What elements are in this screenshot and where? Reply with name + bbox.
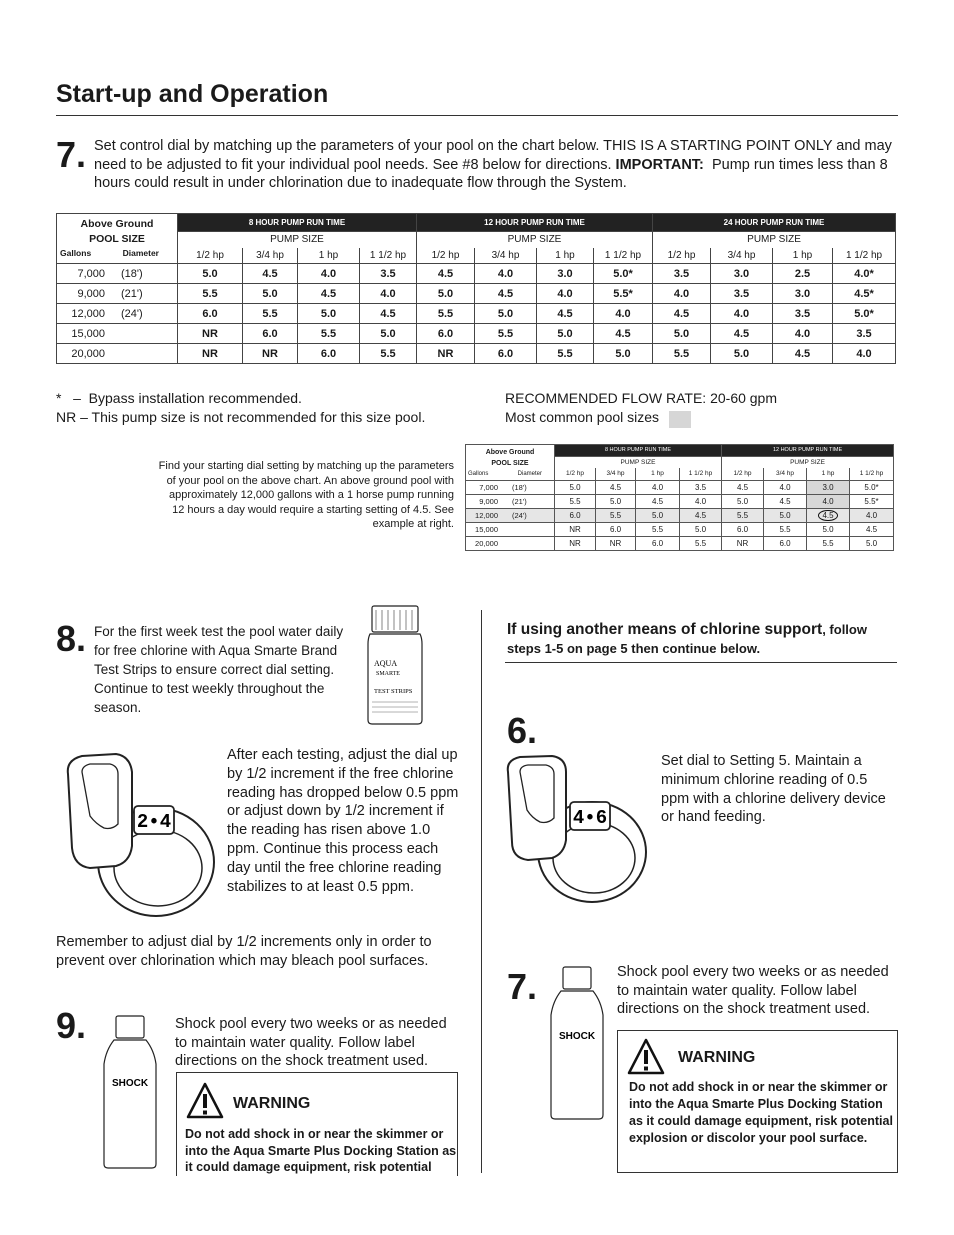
example-hp-header: 1 hp [636,468,680,480]
dial-setting-cell: 4.0 [653,284,711,304]
example-gallons: 7,000 [479,482,498,492]
pool-diameter: (24') [121,307,143,320]
dial-setting-chart [56,213,896,364]
right-step-6-text: Set dial to Setting 5. Maintain a minimum chlorine reading of 0.5 ppm with a chlorine delivery device or hand feeding. [661,753,886,826]
chart-row [57,304,896,324]
example-setting-cell: 4.0 [636,480,680,494]
remember-text: Remember to adjust dial by 1/2 increments only in order to prevent over chlorination which may bleach pool surfaces. [56,934,432,969]
pool-gallons: 20,000 [71,347,105,360]
dial-setting-cell: 6.0 [243,324,298,344]
example-setting-cell: 6.0 [722,522,764,536]
dial-setting-cell: 4.0 [360,284,417,304]
example-pool-cell [466,522,555,536]
dial-setting-cell: 6.0 [417,324,475,344]
example-diameter: (18') [512,482,527,492]
chart-notes [56,389,425,426]
example-pool-cell [466,536,555,550]
dial-setting-cell: NR [417,344,475,364]
pool-gallons: 7,000 [77,267,105,280]
pump-hp-header: 3/4 hp [711,248,773,264]
dial-2-4-label: 2•4 [136,811,172,833]
page-title: Start-up and Operation [56,80,329,108]
example-hp-header: 1/2 hp [555,468,596,480]
step-8-text: For the first week test the pool water daily for free chlorine with Aqua Smarte Brand Test Strips to ensure correct dial setting. Continue to test weekly throughout the season. [94,624,344,715]
alt-chlorine-heading [507,621,899,658]
flow-notes [505,389,777,428]
example-pump-size-label: PUMP SIZE [722,456,894,468]
example-pump-size-label: PUMP SIZE [555,456,722,468]
pump-size-label: PUMP SIZE [178,232,417,248]
right-warning-icon [626,1037,666,1077]
dial-setting-cell: 5.5 [475,324,537,344]
shock-bottle-image [100,1014,160,1170]
dial-setting-cell: 4.5 [475,284,537,304]
dial-setting-cell: 5.0 [298,304,360,324]
pool-size-cell [57,284,178,304]
example-setting-cell: 5.0 [680,522,722,536]
example-setting-cell: 5.5 [596,508,636,522]
dial-setting-cell: 4.5 [537,304,594,324]
chart-row [57,264,896,284]
dial-setting-cell: 4.0* [833,264,896,284]
pump-hp-header: 1 1/2 hp [360,248,417,264]
dial-setting-cell: 6.0 [298,344,360,364]
example-hp-header: 1 1/2 hp [850,468,894,480]
dial-setting-cell: 3.0 [773,284,833,304]
pool-gallons: 9,000 [77,287,105,300]
bypass-note: * – Bypass installation recommended. [56,390,302,406]
dial-setting-cell: 3.5 [833,324,896,344]
dial-setting-cell: 5.5 [178,284,243,304]
pump-hp-header: 3/4 hp [475,248,537,264]
example-setting-cell: 5.0* [850,480,894,494]
example-setting-cell: NR [555,536,596,550]
dial-setting-cell: NR [178,324,243,344]
dial-4-6-image [500,752,652,908]
example-diameter-label: Diameter [517,471,542,477]
dial-setting-cell: 6.0 [178,304,243,324]
dial-setting-cell: 5.0 [475,304,537,324]
example-pool-header [466,445,555,481]
pump-hp-header: 3/4 hp [243,248,298,264]
example-row [466,494,894,508]
example-setting-cell: 3.5 [680,480,722,494]
right-step-7-number: 7. [507,966,538,1007]
dial-setting-cell: 4.0 [773,324,833,344]
step-9-warning-box [176,1072,458,1176]
dial-setting-cell: 4.5 [360,304,417,324]
dial-setting-cell: 5.0 [243,284,298,304]
example-pool-cell [466,480,555,494]
dial-setting-cell: 3.0 [537,264,594,284]
right-step-6-number: 6. [507,710,538,751]
example-hp-header: 1/2 hp [722,468,764,480]
example-hp-header: 1 1/2 hp [680,468,722,480]
dial-setting-cell: 4.5* [833,284,896,304]
bottle-label: TEST STRIPS [374,688,413,695]
step-7-text [94,137,898,193]
example-group-8-hour: 8 HOUR PUMP RUN TIME [555,445,722,457]
important-label: IMPORTANT: [615,156,704,173]
step-9-number: 9. [56,1005,87,1046]
example-gallons: 12,000 [475,510,498,520]
dial-4-6-label: 4•6 [572,807,608,829]
pool-header-line-2: POOL SIZE [89,233,145,245]
example-setting-cell: 5.5 [807,536,850,550]
dial-setting-cell: 5.5 [360,344,417,364]
example-setting-cell: 4.0 [764,480,807,494]
pool-header-line-1: Above Ground [80,218,154,230]
dial-setting-cell: 2.5 [773,264,833,284]
pool-diameter: (18') [121,267,143,280]
shock-bottle-label: SHOCK [111,1078,149,1089]
group-24-hour: 24 HOUR PUMP RUN TIME [653,214,896,232]
example-pool-cell [466,494,555,508]
dial-setting-cell: 5.0 [711,344,773,364]
example-hp-header: 1 hp [807,468,850,480]
dial-setting-cell: 3.5 [773,304,833,324]
pool-size-cell [57,344,178,364]
nr-note: NR – This pump size is not recommended for this size pool. [56,408,426,425]
right-step-7-text: Shock pool every two weeks or as needed to maintain water quality. Follow label directions on the shock treatment used. [617,964,889,1017]
test-strips-bottle-image [360,604,430,726]
example-setting-cell: 5.5 [722,508,764,522]
dial-setting-cell: 4.5 [594,324,653,344]
example-setting-cell: NR [596,536,636,550]
example-setting-cell: 5.5* [850,494,894,508]
dial-setting-cell: 5.5 [243,304,298,324]
example-setting-cell: 5.0 [850,536,894,550]
example-setting-cell: 6.0 [636,536,680,550]
flow-rate-note: RECOMMENDED FLOW RATE: 20-60 gpm [505,390,778,406]
example-gallons: 9,000 [479,496,498,506]
example-row [466,522,894,536]
dial-setting-cell: 4.5 [298,284,360,304]
alt-chlorine-heading-rest: , follow steps 1-5 on page 5 then continue below. [507,622,867,656]
dial-setting-cell: 5.0 [360,324,417,344]
example-setting-cell: 4.0 [807,494,850,508]
group-12-hour: 12 HOUR PUMP RUN TIME [417,214,653,232]
step-7-number: 7. [56,134,87,175]
example-hp-header: 3/4 hp [596,468,636,480]
example-setting-cell: 4.5 [596,480,636,494]
dial-setting-cell: 5.0 [178,264,243,284]
group-8-hour: 8 HOUR PUMP RUN TIME [178,214,417,232]
pool-diameter: (21') [121,287,143,300]
example-setting-cell: 5.5 [555,494,596,508]
example-setting-cell: 4.5 [722,480,764,494]
dial-setting-cell: 5.0* [594,264,653,284]
dial-setting-cell: 5.5 [298,324,360,344]
example-setting-cell: 5.5 [764,522,807,536]
example-gallons-label: Gallons [468,471,489,477]
pump-hp-header: 1 1/2 hp [833,248,896,264]
right-warning-title: WARNING [678,1049,756,1066]
dial-2-4-image [60,750,220,922]
example-chart [465,444,894,551]
diameter-label: Diameter [122,248,159,258]
pump-hp-header: 1 hp [773,248,833,264]
pump-size-label: PUMP SIZE [653,232,896,248]
pool-size-cell [57,264,178,284]
dial-setting-cell: NR [243,344,298,364]
dial-setting-cell: 4.0 [833,344,896,364]
dial-setting-cell: 4.0 [711,304,773,324]
example-diameter: (24') [512,510,527,520]
dial-setting-cell: 5.0 [653,324,711,344]
dial-setting-cell: 3.5 [711,284,773,304]
example-setting-cell: 5.5 [636,522,680,536]
example-setting-cell: 4.5 [636,494,680,508]
example-setting-cell: 5.0 [596,494,636,508]
warning-icon [185,1081,225,1121]
warning-body: add shock in or near the skimmer or into the Aqua Smarte Plus Docking Station as it could damage equipment, risk potential [185,1127,457,1174]
example-setting-cell: 4.5 [850,522,894,536]
dial-setting-cell: 5.5 [537,344,594,364]
example-setting-cell: 5.0 [555,480,596,494]
warning-do-not: Do not [185,1127,225,1141]
example-setting-cell: 5.0 [636,508,680,522]
step-9-text: Shock pool every two weeks or as needed to maintain water quality. Follow label directions on the shock treatment used. [175,1016,447,1069]
example-group-12-hour: 12 HOUR PUMP RUN TIME [722,445,894,457]
most-common-text: Most common pool sizes [505,408,660,425]
dial-setting-cell: 5.5* [594,284,653,304]
pump-hp-header: 1 1/2 hp [594,248,653,264]
dial-setting-cell: 4.5 [773,344,833,364]
example-highlight-circle: 4.5 [818,510,837,521]
example-setting-cell: 6.0 [764,536,807,550]
example-setting-cell: 5.5 [680,536,722,550]
example-setting-cell: 4.5 [680,508,722,522]
example-setting-cell: 5.0 [764,508,807,522]
example-setting-cell: NR [722,536,764,550]
chart-row [57,324,896,344]
pool-size-cell [57,304,178,324]
dial-setting-cell: 5.5 [653,344,711,364]
example-setting-cell: 4.0 [850,508,894,522]
adjust-dial-text: After each testing, adjust the dial up by 1/2 increment if the free chlorine reading has dropped below 0.5 ppm or adjust down by 1/2 increment if the reading has risen above 1.0 ppm. Continue this process each day until the free chlorine reading stabilizes to at least 0.5 ppm. [227,747,459,895]
chart-row [57,344,896,364]
dial-setting-cell: 6.0 [475,344,537,364]
right-warning-box [617,1030,898,1173]
warning-text [185,1126,457,1176]
example-hp-header: 3/4 hp [764,468,807,480]
pump-hp-header: 1 hp [298,248,360,264]
right-heading-rule [505,662,897,663]
pump-hp-header: 1/2 hp [178,248,243,264]
step-8-number: 8. [56,618,87,659]
bottle-brand-1: AQUA [374,659,398,668]
example-setting-cell [807,508,850,522]
dial-setting-cell: NR [178,344,243,364]
dial-setting-cell: 5.0 [417,284,475,304]
dial-setting-cell: 3.5 [653,264,711,284]
alt-chlorine-heading-bold: If using another means of chlorine support [507,621,823,638]
grey-swatch [669,411,691,428]
example-setting-cell: 3.0 [807,480,850,494]
dial-setting-cell: 4.0 [475,264,537,284]
example-pool-header-1: Above Ground [485,449,535,456]
dial-setting-cell: 5.0* [833,304,896,324]
column-divider [481,610,482,1173]
pump-hp-header: 1 hp [537,248,594,264]
example-row [466,536,894,550]
dial-setting-cell: 4.5 [711,324,773,344]
pool-gallons: 12,000 [71,307,105,320]
right-warning-body: add shock in or near the skimmer or into the Aqua Smarte Plus Docking Station as it could damage equipment, risk potential explosion or discolor your pool surface. [629,1080,893,1145]
pump-hp-header: 1/2 hp [653,248,711,264]
example-gallons: 15,000 [475,524,498,534]
most-common-note [505,408,777,428]
pump-hp-header: 1/2 hp [417,248,475,264]
pool-gallons: 15,000 [71,327,105,340]
dial-setting-cell: 4.0 [537,284,594,304]
bottle-brand-2: SMARTE [376,671,400,677]
step-7-text-main: Set control dial by matching up the parameters of your pool on the chart below. THIS IS A STARTING POINT ONLY and may need to be adjusted to fit your individual pool needs. See #8 below for directions. [94,138,892,173]
example-row [466,508,894,522]
right-warning-text [629,1079,893,1147]
warning-title: WARNING [233,1095,311,1112]
title-divider [56,115,898,116]
example-pool-cell [466,508,555,522]
example-setting-cell: NR [555,522,596,536]
dial-setting-cell: 5.0 [537,324,594,344]
gallons-label: Gallons [60,248,92,258]
example-setting-cell: 6.0 [596,522,636,536]
example-row [466,480,894,494]
pool-size-cell [57,324,178,344]
step-7-text-important: Pump run times less than 8 hours could result in under chlorination due to inadequate flow through the System. [94,156,888,191]
chart-row [57,284,896,304]
dial-setting-cell: 4.0 [594,304,653,324]
dial-setting-cell: 4.0 [298,264,360,284]
dial-setting-cell: 5.0 [594,344,653,364]
right-shock-bottle-image [547,965,607,1121]
right-warning-do-not: Do not [629,1080,669,1094]
example-explanation: Find your starting dial setting by matching up the parameters of your pool on the above chart. An above ground pool with approximately 12,000 gallons with a 1 horse pump running 12 hours a day would require a starting setting of 4.5. See example at right. [158,460,454,530]
example-setting-cell: 4.5 [764,494,807,508]
example-setting-cell: 4.0 [680,494,722,508]
pump-size-label: PUMP SIZE [417,232,653,248]
example-gallons: 20,000 [475,538,498,548]
example-setting-cell: 5.0 [807,522,850,536]
dial-setting-cell: 4.5 [417,264,475,284]
example-setting-cell: 6.0 [555,508,596,522]
dial-setting-cell: 4.5 [243,264,298,284]
dial-setting-cell: 4.5 [653,304,711,324]
dial-setting-cell: 3.0 [711,264,773,284]
example-setting-cell: 5.0 [722,494,764,508]
example-pool-header-2: POOL SIZE [491,459,529,467]
pool-size-header [57,214,178,264]
dial-setting-cell: 3.5 [360,264,417,284]
example-diameter: (21') [512,496,527,506]
right-shock-bottle-label: SHOCK [558,1031,596,1042]
dial-setting-cell: 5.5 [417,304,475,324]
